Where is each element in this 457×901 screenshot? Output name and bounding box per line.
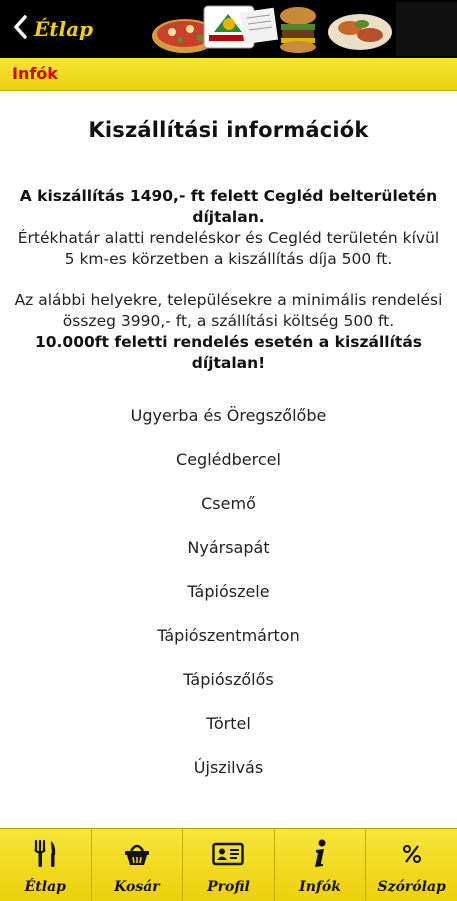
bottom-tab-bar bbox=[0, 828, 457, 901]
tab-infok[interactable] bbox=[275, 829, 367, 901]
list-item: Törtel bbox=[206, 714, 251, 733]
tab-kosar[interactable] bbox=[92, 829, 184, 901]
list-item: Újszilvás bbox=[193, 758, 264, 777]
tab-label: Infók bbox=[299, 879, 341, 895]
tab-profil[interactable] bbox=[183, 829, 275, 901]
section-title: Infók bbox=[12, 64, 58, 83]
list-item: Csemő bbox=[201, 494, 256, 513]
delivery-info-paragraph bbox=[0, 186, 457, 270]
back-button[interactable] bbox=[12, 14, 93, 44]
food-banner-image bbox=[150, 2, 457, 56]
id-card-icon bbox=[183, 837, 274, 871]
minimum-order-paragraph bbox=[0, 290, 457, 374]
basket-icon bbox=[92, 837, 183, 871]
minimum-order-text: Az alábbi helyekre, településekre a minimális rendelési összeg 3990,- ft, a szállítási költség 500 ft. bbox=[14, 291, 443, 330]
list-item: Ceglédbercel bbox=[176, 450, 281, 469]
tab-label: Étlap bbox=[24, 879, 66, 895]
list-item: Tápiószőlős bbox=[183, 670, 274, 689]
info-icon bbox=[275, 837, 366, 871]
list-item: Nyársapát bbox=[187, 538, 270, 557]
places-list bbox=[0, 394, 457, 790]
tab-label: Szórólap bbox=[377, 879, 446, 895]
tab-szorolap[interactable] bbox=[366, 829, 457, 901]
list-item: Ugyerba és Öregszőlőbe bbox=[130, 406, 327, 425]
free-delivery-text: A kiszállítás 1490,- ft felett Cegléd belterületén díjtalan. bbox=[19, 187, 438, 226]
list-item: Tápiószele bbox=[187, 582, 270, 601]
section-header bbox=[0, 58, 457, 91]
back-label: Étlap bbox=[34, 17, 94, 41]
percent-icon bbox=[366, 837, 457, 871]
free-delivery-threshold-text: 10.000ft feletti rendelés esetén a kiszállítás díjtalan! bbox=[34, 333, 423, 372]
chevron-left-icon bbox=[12, 14, 28, 44]
tab-label: Profil bbox=[207, 879, 250, 895]
tab-label: Kosár bbox=[114, 879, 160, 895]
top-bar bbox=[0, 0, 457, 58]
tab-etlap[interactable] bbox=[0, 829, 92, 901]
fork-knife-icon bbox=[0, 837, 91, 871]
content-area[interactable] bbox=[0, 90, 457, 828]
list-item: Tápiószentmárton bbox=[157, 626, 300, 645]
delivery-fee-text: Értékhatár alatti rendeléskor és Cegléd területén kívül 5 km-es körzetben a kiszállítás díja 500 ft. bbox=[17, 229, 440, 268]
page-title: Kiszállítási információk bbox=[88, 118, 369, 142]
